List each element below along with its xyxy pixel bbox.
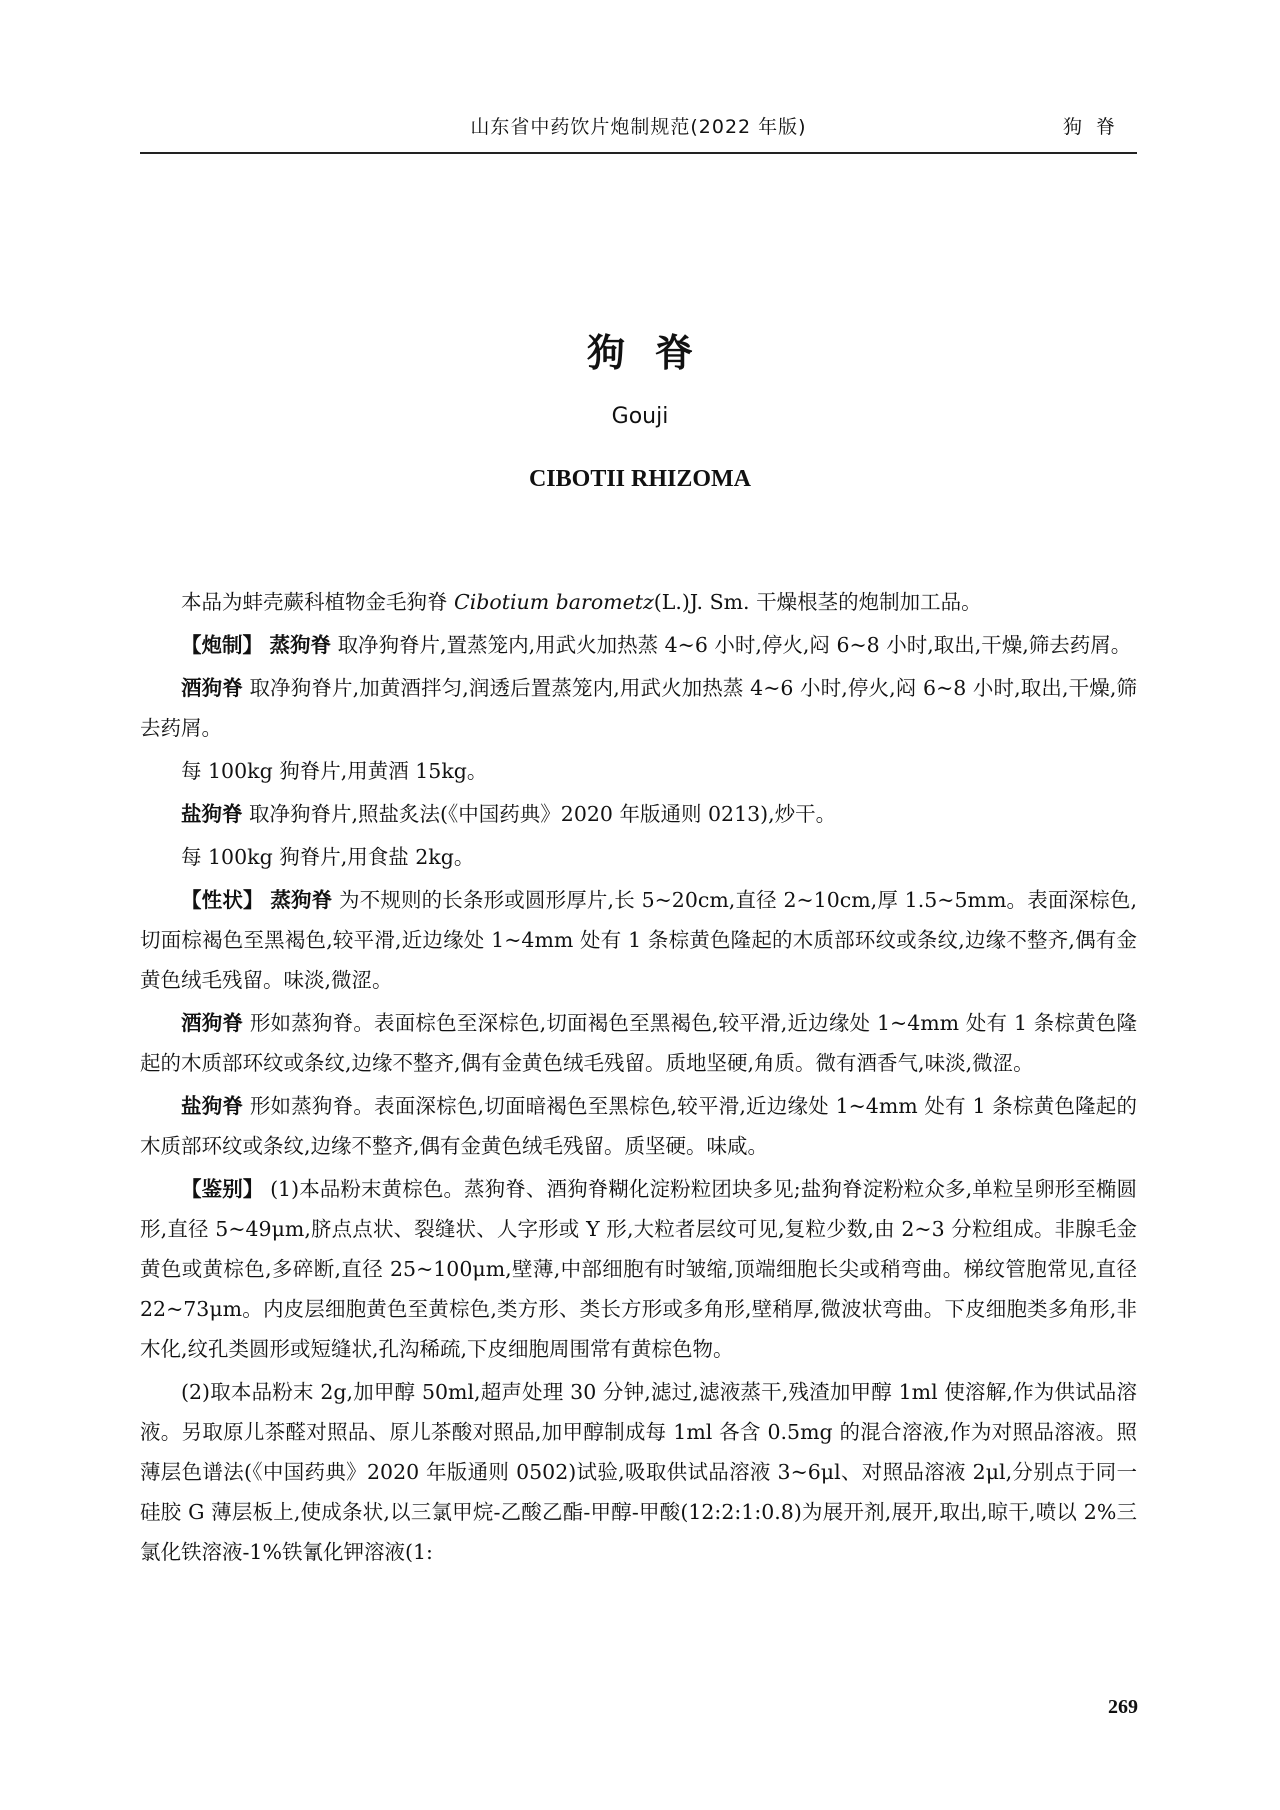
- monograph-title: 狗脊: [586, 331, 723, 375]
- xingzhuang-jiu-paragraph: 酒狗脊 形如蒸狗脊。表面棕色至深棕色,切面褐色至黑褐色,较平滑,近边缘处 1~4mm 处有 1 条棕黄色隆起的木质部环纹或条纹,边缘不整齐,偶有金黄色绒毛残留。质地坚硬,角质。微有酒香气,味淡,微涩。: [140, 1011, 1137, 1075]
- running-header: [140, 112, 1137, 152]
- monograph-body: [140, 582, 1137, 1575]
- subhead-zheng: 蒸狗脊: [270, 888, 333, 912]
- paozhi-jiu-note: 每 100kg 狗脊片,用黄酒 15kg。: [181, 759, 488, 783]
- header-rule: [140, 152, 1137, 154]
- xingzhuang-yan-paragraph: 盐狗脊 形如蒸狗脊。表面深棕色,切面暗褐色至黑棕色,较平滑,近边缘处 1~4mm 处有 1 条棕黄色隆起的木质部环纹或条纹,边缘不整齐,偶有金黄色绒毛残留。质坚硬。味咸。: [140, 1094, 1137, 1158]
- subhead-zheng: 蒸狗脊: [269, 633, 332, 657]
- jianbie-item-1: 【鉴别】 (1)本品粉末黄棕色。蒸狗脊、酒狗脊糊化淀粉粒团块多见;盐狗脊淀粉粒众多,单粒呈卵形至椭圆形,直径 5~49μm,脐点点状、裂缝状、人字形或 Y 形,大粒者层纹可见,复粒少数,由 2~3 分粒组成。非腺毛金黄色或黄棕色,多碎断,直径 25~100μm,壁薄,中部细胞有时皱缩,顶端细胞长尖或稍弯曲。梯纹管胞常见,直径 22~73μm。内皮层细胞黄色至黄棕色,类方形、类长方形或多角形,壁稍厚,微波状弯曲。下皮细胞类多角形,非木化,纹孔类圆形或短缝状,孔沟稀疏,下皮细胞周围常有黄棕色物。: [140, 1177, 1137, 1361]
- intro-paragraph: 本品为蚌壳蕨科植物金毛狗脊 Cibotium barometz(L.)J. Sm. 干燥根茎的炮制加工品。: [181, 590, 982, 614]
- species-latin-name: Cibotium barometz: [454, 590, 654, 614]
- paozhi-zheng-paragraph: 【炮制】 蒸狗脊 取净狗脊片,置蒸笼内,用武火加热蒸 4~6 小时,停火,闷 6~8 小时,取出,干燥,筛去药屑。: [181, 633, 1132, 657]
- paozhi-yan-paragraph: 盐狗脊 取净狗脊片,照盐炙法(《中国药典》2020 年版通则 0213),炒干。: [181, 802, 837, 826]
- subhead-jiu: 酒狗脊: [181, 676, 243, 700]
- monograph-pinyin: Gouji: [611, 404, 669, 429]
- page-number: 269: [1108, 1696, 1138, 1718]
- section-label-paozhi: 【炮制】: [181, 633, 263, 657]
- running-section-name: 狗脊: [1062, 116, 1129, 138]
- monograph-latin-name: CIBOTII RHIZOMA: [528, 466, 752, 492]
- subhead-yan: 盐狗脊: [181, 802, 243, 826]
- paozhi-jiu-paragraph: 酒狗脊 取净狗脊片,加黄酒拌匀,润透后置蒸笼内,用武火加热蒸 4~6 小时,停火,闷 6~8 小时,取出,干燥,筛去药屑。: [140, 676, 1138, 740]
- xingzhuang-zheng-paragraph: 【性状】 蒸狗脊 为不规则的长条形或圆形厚片,长 5~20cm,直径 2~10cm,厚 1.5~5mm。表面深棕色,切面棕褐色至黑褐色,较平滑,近边缘处 1~4mm 处有 1 条棕黄色隆起的木质部环纹或条纹,边缘不整齐,偶有金黄色绒毛残留。味淡,微涩。: [140, 888, 1138, 992]
- section-label-xingzhuang: 【性状】: [181, 888, 264, 912]
- section-label-jianbie: 【鉴别】: [181, 1177, 264, 1201]
- jianbie-item-2: (2)取本品粉末 2g,加甲醇 50ml,超声处理 30 分钟,滤过,滤液蒸干,残渣加甲醇 1ml 使溶解,作为供试品溶液。另取原儿茶醛对照品、原儿茶酸对照品,加甲醇制成每 1ml 各含 0.5mg 的混合溶液,作为对照品溶液。照薄层色谱法(《中国药典》2020 年版通则 0502)试验,吸取供试品溶液 3~6μl、对照品溶液 2μl,分别点于同一硅胶 G 薄层板上,使成条状,以三氯甲烷-乙酸乙酯-甲醇-甲酸(12:2:1:0.8)为展开剂,展开,取出,晾干,喷以 2%三氯化铁溶液-1%铁氰化钾溶液(1:: [140, 1380, 1137, 1564]
- subhead-jiu: 酒狗脊: [181, 1011, 244, 1035]
- subhead-yan: 盐狗脊: [181, 1094, 244, 1118]
- paozhi-yan-note: 每 100kg 狗脊片,用食盐 2kg。: [181, 845, 475, 869]
- running-title: 山东省中药饮片炮制规范(2022 年版): [470, 116, 807, 138]
